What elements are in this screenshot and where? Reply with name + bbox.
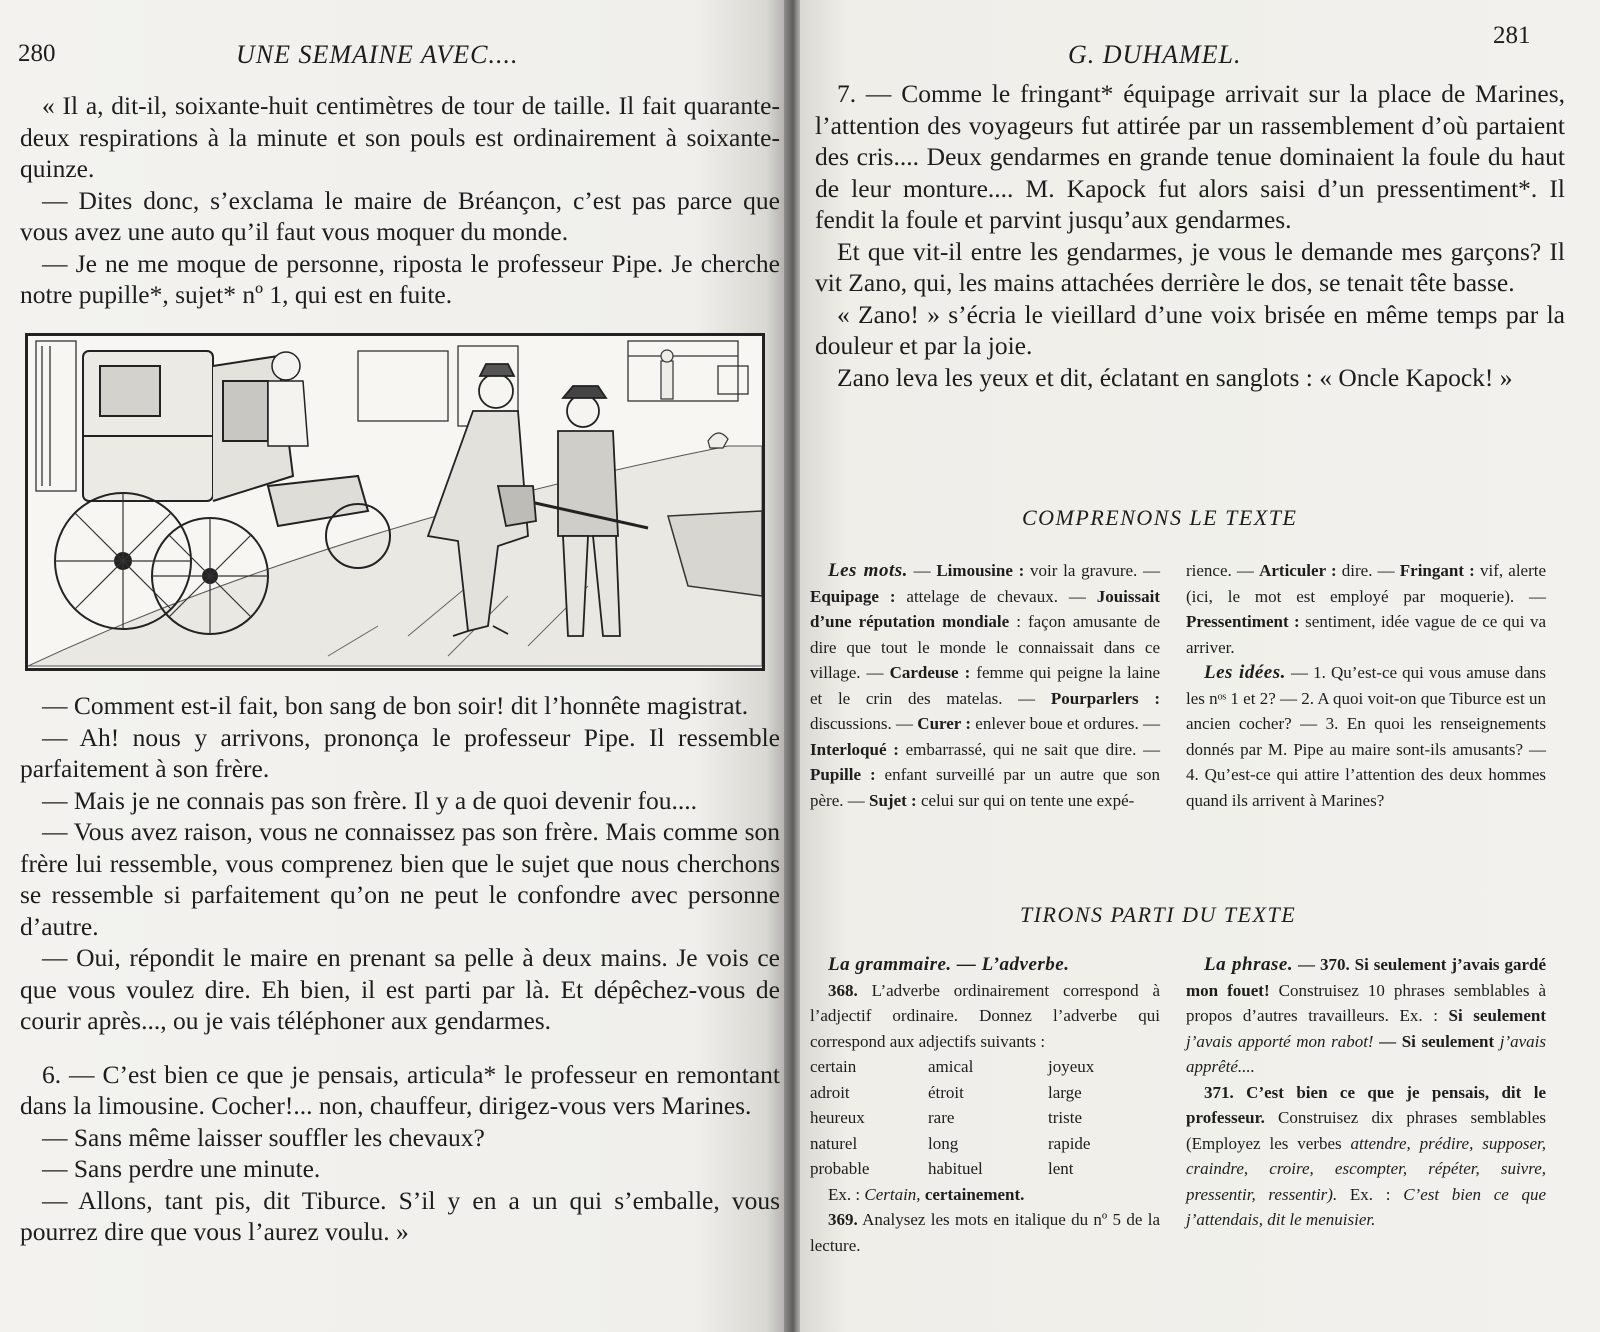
table-row: heureux rare triste	[810, 1108, 1082, 1127]
engraving-illustration	[28, 336, 762, 668]
les-mots-continued: rience. — Articuler : dire. — Fringant : vif, alerte (ici, le mot est employé par moquerie). — Pressentiment : sentiment, idée vague de ce qui va arriver.	[1186, 561, 1547, 657]
paragraph: — Je ne me moque de personne, riposta le professeur Pipe. Je cherche notre pupille*, sujet* nº 1, qui est en fuite.	[20, 248, 780, 309]
exercise-370: La phrase. — 370. Si seulement j’avais gardé mon fouet! Construisez 10 phrases semblables à propos d’autres travailleurs. Ex. : Si seulement j’avais apporté mon rabot! — Si seulement j’avais apprêté....	[1186, 954, 1547, 1076]
paragraph: — Oui, répondit le maire en prenant sa pelle à deux mains. Je vois ce que vous voulez dire. Eh bien, il est parti par là. Et dépêchez-vous de courir après..., ou je vais téléphoner aux gendarmes.	[20, 943, 780, 1035]
paragraph-section-7: 7. — Comme le fringant* équipage arrivait sur la place de Marines, l’attention des voyageurs fut attirée par un rassemblement d’où partaient des cris.... Deux gendarmes en grande tenue dominaient la foule du haut de leur monture.... M. Kapock fut alors saisi d’un pressentiment*. Il fendit la foule et parvint jusqu’aux gendarmes.	[815, 79, 1565, 234]
les-idees-label: Les idées.	[1204, 662, 1286, 683]
paragraph: — Ah! nous y arrivons, prononça le professeur Pipe. Il ressemble parfaitement à son frère.	[20, 722, 780, 783]
grammaire-label: La grammaire. — L’adverbe.	[828, 954, 1070, 975]
table-row: certain amical joyeux	[810, 1057, 1095, 1076]
heading-comprenons: COMPRENONS LE TEXTE	[1022, 505, 1298, 530]
running-title-right: G. DUHAMEL.	[1068, 40, 1242, 69]
example-certainement: Ex. : Certain, certainement.	[828, 1184, 1025, 1204]
les-mots-column	[810, 558, 1160, 813]
paragraph: — Vous avez raison, vous ne connaissez pas son frère. Mais comme son frère lui ressemble, vous comprenez bien que le sujet que nous cherchons se ressemble si parfaitement qu’on ne peut le confondre avec personne d’autre.	[20, 817, 780, 941]
phrase-label: La phrase.	[1204, 954, 1294, 975]
les-idees-paragraph: Les idées. — 1. Qu’est-ce qui vous amuse dans les nᵒˢ 1 et 2? — 2. A quoi voit-on que Tiburce est un ancien cocher? — 3. En quoi les renseignements donnés par M. Pipe au maire sont-ils amusants? — 4. Qu’est-ce qui attire l’attention des deux hommes quand ils arrivent à Marines?	[1186, 662, 1546, 810]
paragraph: — Comment est-il fait, bon sang de bon soir! dit l’honnête magistrat.	[42, 691, 749, 720]
adjectives-table	[810, 1054, 1094, 1182]
page-number-left: 280	[18, 40, 56, 67]
paragraph: — Allons, tant pis, dit Tiburce. S’il y en a un qui s’emballe, vous pourrez dire que vous l’aurez voulu. »	[20, 1185, 780, 1246]
paragraph: « Zano! » s’écria le vieillard d’une voix brisée en même temps par la douleur et par la joie.	[815, 299, 1565, 360]
table-row: adroit étroit large	[810, 1082, 1082, 1102]
les-idees-column	[1186, 558, 1546, 813]
paragraph: — Dites donc, s’exclama le maire de Bréançon, c’est pas parce que vous avez une auto qu’il faut vous moquer du monde.	[20, 185, 780, 246]
page-number-right: 281	[1493, 22, 1531, 49]
paragraph: Zano leva les yeux et dit, éclatant en sanglots : « Oncle Kapock! »	[837, 362, 1513, 392]
section-7-text	[815, 78, 1565, 393]
paragraph: Et que vit-il entre les gendarmes, je vous le demande mes garçons? Il vit Zano, qui, les mains attachées derrière le dos, se tenait tête basse.	[815, 236, 1565, 297]
paragraph: — Sans perdre une minute.	[42, 1154, 321, 1183]
heading-tirons: TIRONS PARTI DU TEXTE	[1020, 902, 1297, 927]
exercise-368: 368. L’adverbe ordinairement correspond à l’adjectif ordinaire. Donnez l’adverbe qui correspond aux adjectifs suivants :	[810, 980, 1160, 1051]
paragraph-section-6: 6. — C’est bien ce que je pensais, articula* le professeur en remontant dans la limousine. Cocher!... non, chauffeur, dirigez-vous vers Marines.	[20, 1059, 780, 1120]
exercise-371: 371. C’est bien ce que je pensais, dit le professeur. Construisez dix phrases semblables (Employez les verbes attendre, prédire, supposer, craindre, croire, escompter, répéter, suivre, pressentir, ressentir). Ex. : C’est bien ce que j’attendais, dit le menuisier.	[1186, 1082, 1547, 1229]
phrase-column	[1186, 952, 1546, 1233]
illustration-carriage-scene	[25, 333, 765, 671]
paragraph: « Il a, dit-il, soixante-huit centimètres de tour de taille. Il fait quarante-deux respirations à la minute et son pouls est ordinairement à soixante-quinze.	[20, 91, 780, 183]
table-row: naturel long rapide	[810, 1133, 1091, 1153]
paragraph: — Sans même laisser souffler les chevaux?	[42, 1122, 485, 1152]
grammaire-column	[810, 952, 1160, 1258]
grammaire-label-line	[810, 952, 1160, 978]
text-before-illustration	[20, 90, 780, 311]
text-after-illustration	[20, 690, 780, 1248]
les-mots-label: Les mots.	[828, 560, 908, 581]
left-page	[0, 0, 790, 1332]
table-row: probable habituel lent	[810, 1159, 1074, 1178]
paragraph: — Mais je ne connais pas son frère. Il y a de quoi devenir fou....	[42, 785, 698, 815]
exercise-369: 369. Analysez les mots en italique du nº 5 de la lecture.	[810, 1210, 1161, 1255]
les-mots-paragraph: Les mots. — Limousine : voir la gravure. — Equipage : attelage de chevaux. — Jouissait d’une réputation mondiale : façon amusante de dire que tout le monde le connaissait dans ce village. — Cardeuse : femme qui peigne la laine et le crin des matelas. — Pourparlers : discussions. — Curer : enlever boue et ordures. — Interloqué : embarrassé, qui ne sait que dire. — Pupille : enfant surveillé par un autre que son père. — Sujet : celui sur qui on tente une expé-	[810, 560, 1161, 810]
running-title-left: UNE SEMAINE AVEC....	[236, 40, 519, 69]
